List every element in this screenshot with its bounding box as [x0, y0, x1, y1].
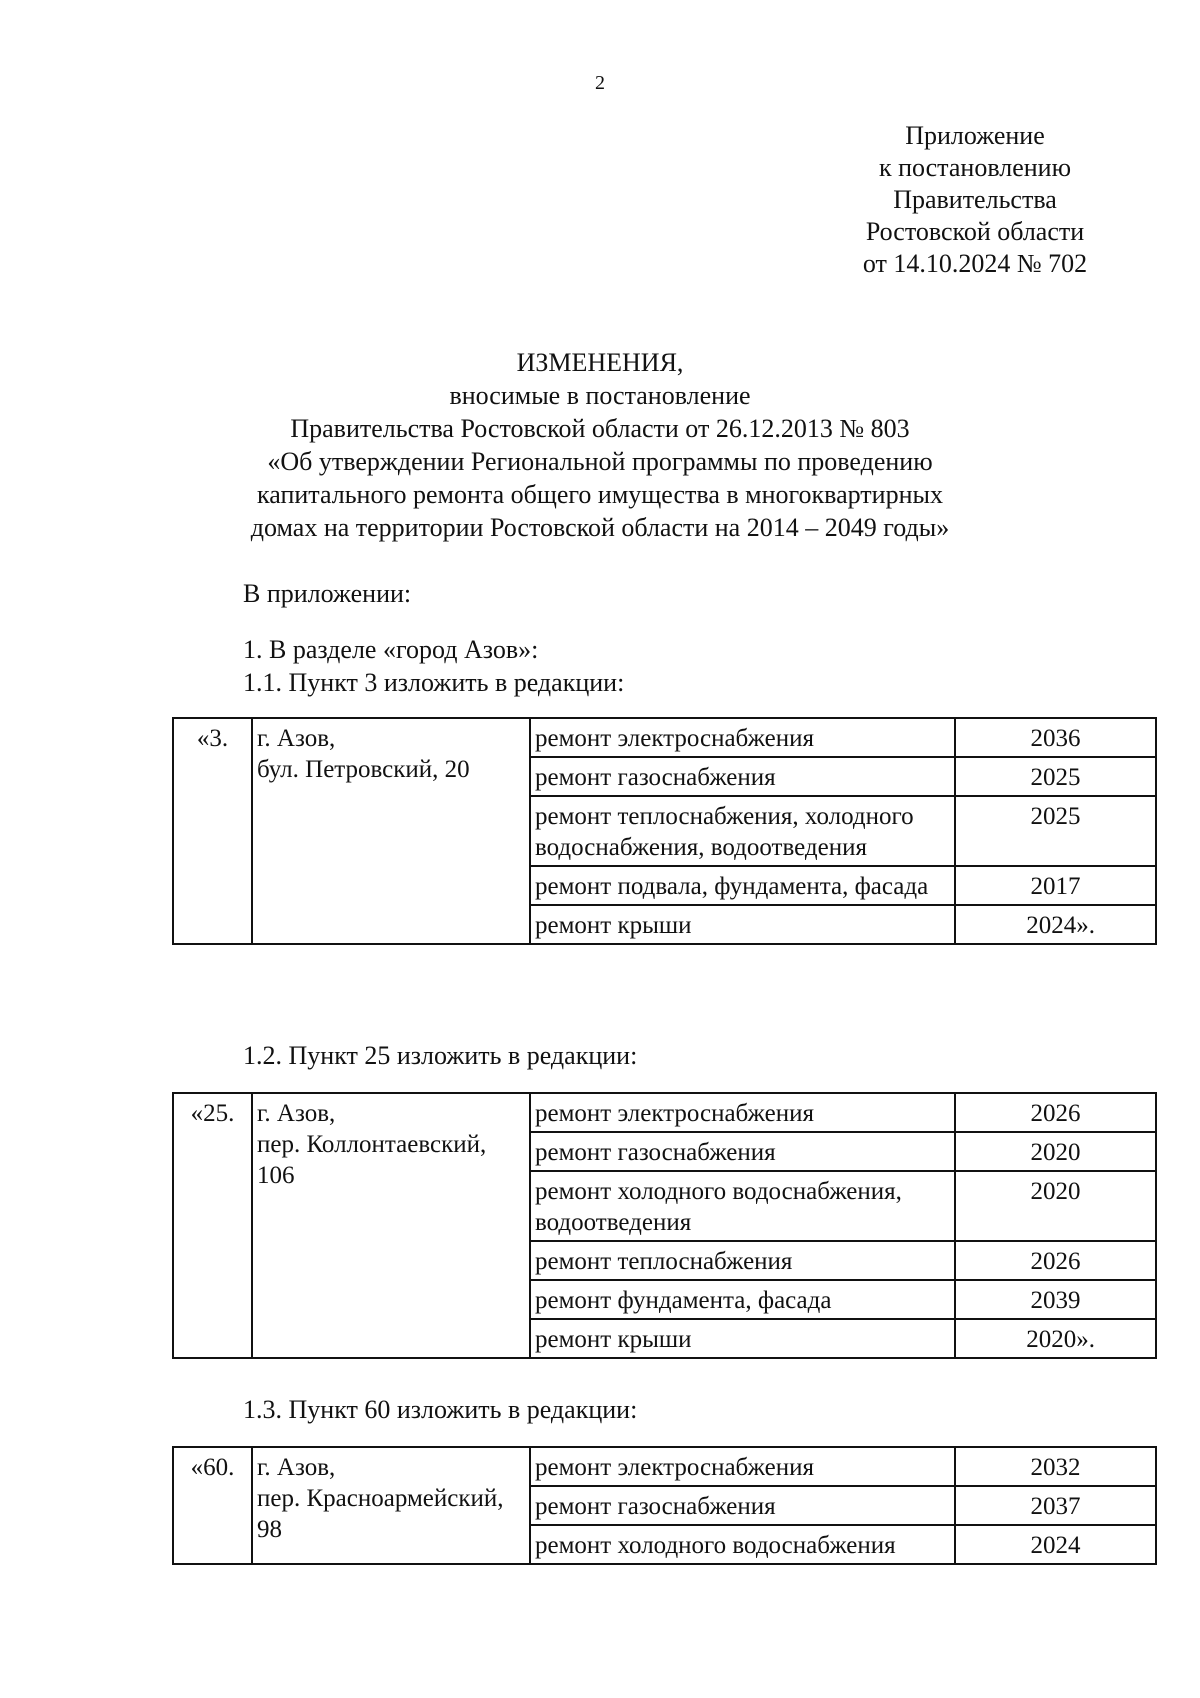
- address-line: 98: [257, 1516, 282, 1543]
- title-line: домах на территории Ростовской области на 2014 – 2049 годы»: [250, 513, 950, 542]
- work-cell: ремонт теплоснабжения, холодного водоснабжения, водоотведения: [530, 796, 955, 866]
- year-cell: 2036: [955, 718, 1156, 757]
- table-row: [173, 718, 1156, 757]
- work-cell: ремонт крыши: [530, 905, 955, 944]
- work-cell: ремонт фундамента, фасада: [530, 1280, 955, 1319]
- work-cell: ремонт подвала, фундамента, фасада: [530, 866, 955, 905]
- address-line: г. Азов,: [257, 1100, 336, 1127]
- address-line: пер. Коллонтаевский,: [257, 1131, 487, 1158]
- work-cell: ремонт крыши: [530, 1319, 955, 1358]
- address-line: г. Азов,: [257, 1454, 336, 1481]
- work-cell: ремонт холодного водоснабжения, водоотведения: [530, 1171, 955, 1241]
- amendment-table: [172, 717, 1157, 945]
- title-line: «Об утверждении Региональной программы по проведению: [267, 447, 933, 476]
- year-cell: 2020».: [955, 1319, 1156, 1358]
- work-cell: ремонт холодного водоснабжения: [530, 1525, 955, 1564]
- year-cell: 2025: [955, 757, 1156, 796]
- appendix-line: Правительства: [893, 185, 1057, 214]
- amendment-table: [172, 1446, 1157, 1565]
- work-cell: ремонт газоснабжения: [530, 1486, 955, 1525]
- page-number: 2: [595, 72, 605, 94]
- address-cell: [252, 1093, 530, 1358]
- work-cell: ремонт электроснабжения: [530, 1093, 955, 1132]
- item-number: «60.: [173, 1447, 252, 1564]
- section-heading: 1. В разделе «город Азов»:: [243, 635, 539, 664]
- item-heading: 1.2. Пункт 25 изложить в редакции:: [243, 1041, 638, 1070]
- appendix-line: к постановлению: [878, 153, 1072, 182]
- year-cell: 2032: [955, 1447, 1156, 1486]
- amendment-table: [172, 1092, 1157, 1359]
- address-cell: [252, 1447, 530, 1564]
- appendix-line: Приложение: [905, 121, 1045, 150]
- table-row: [173, 1093, 1156, 1132]
- year-cell: 2017: [955, 866, 1156, 905]
- item-heading: 1.3. Пункт 60 изложить в редакции:: [243, 1395, 638, 1424]
- address-line: г. Азов,: [257, 725, 336, 752]
- address-line: бул. Петровский, 20: [257, 756, 470, 783]
- year-cell: 2037: [955, 1486, 1156, 1525]
- item-heading: 1.1. Пункт 3 изложить в редакции:: [243, 668, 625, 697]
- year-cell: 2020: [955, 1171, 1156, 1241]
- title-line: ИЗМЕНЕНИЯ,: [516, 348, 684, 377]
- address-cell: [252, 718, 530, 944]
- table-row: [173, 1447, 1156, 1486]
- address-line: 106: [257, 1162, 295, 1189]
- year-cell: 2020: [955, 1132, 1156, 1171]
- intro-paragraph: В приложении:: [243, 579, 412, 608]
- document-title: [0, 346, 1200, 544]
- appendix-header: [790, 120, 1160, 280]
- year-cell: 2025: [955, 796, 1156, 866]
- year-cell: 2039: [955, 1280, 1156, 1319]
- work-cell: ремонт электроснабжения: [530, 718, 955, 757]
- work-cell: ремонт электроснабжения: [530, 1447, 955, 1486]
- title-line: капитального ремонта общего имущества в многоквартирных: [257, 480, 943, 509]
- item-number: «25.: [173, 1093, 252, 1358]
- work-cell: ремонт теплоснабжения: [530, 1241, 955, 1280]
- appendix-line: от 14.10.2024 № 702: [862, 249, 1088, 278]
- year-cell: 2026: [955, 1093, 1156, 1132]
- work-cell: ремонт газоснабжения: [530, 757, 955, 796]
- title-line: Правительства Ростовской области от 26.12.2013 № 803: [290, 414, 910, 443]
- work-cell: ремонт газоснабжения: [530, 1132, 955, 1171]
- year-cell: 2024: [955, 1525, 1156, 1564]
- title-line: вносимые в постановление: [449, 381, 751, 410]
- item-number: «3.: [173, 718, 252, 944]
- appendix-line: Ростовской области: [865, 217, 1085, 246]
- year-cell: 2024».: [955, 905, 1156, 944]
- address-line: пер. Красноармейский,: [257, 1485, 504, 1512]
- year-cell: 2026: [955, 1241, 1156, 1280]
